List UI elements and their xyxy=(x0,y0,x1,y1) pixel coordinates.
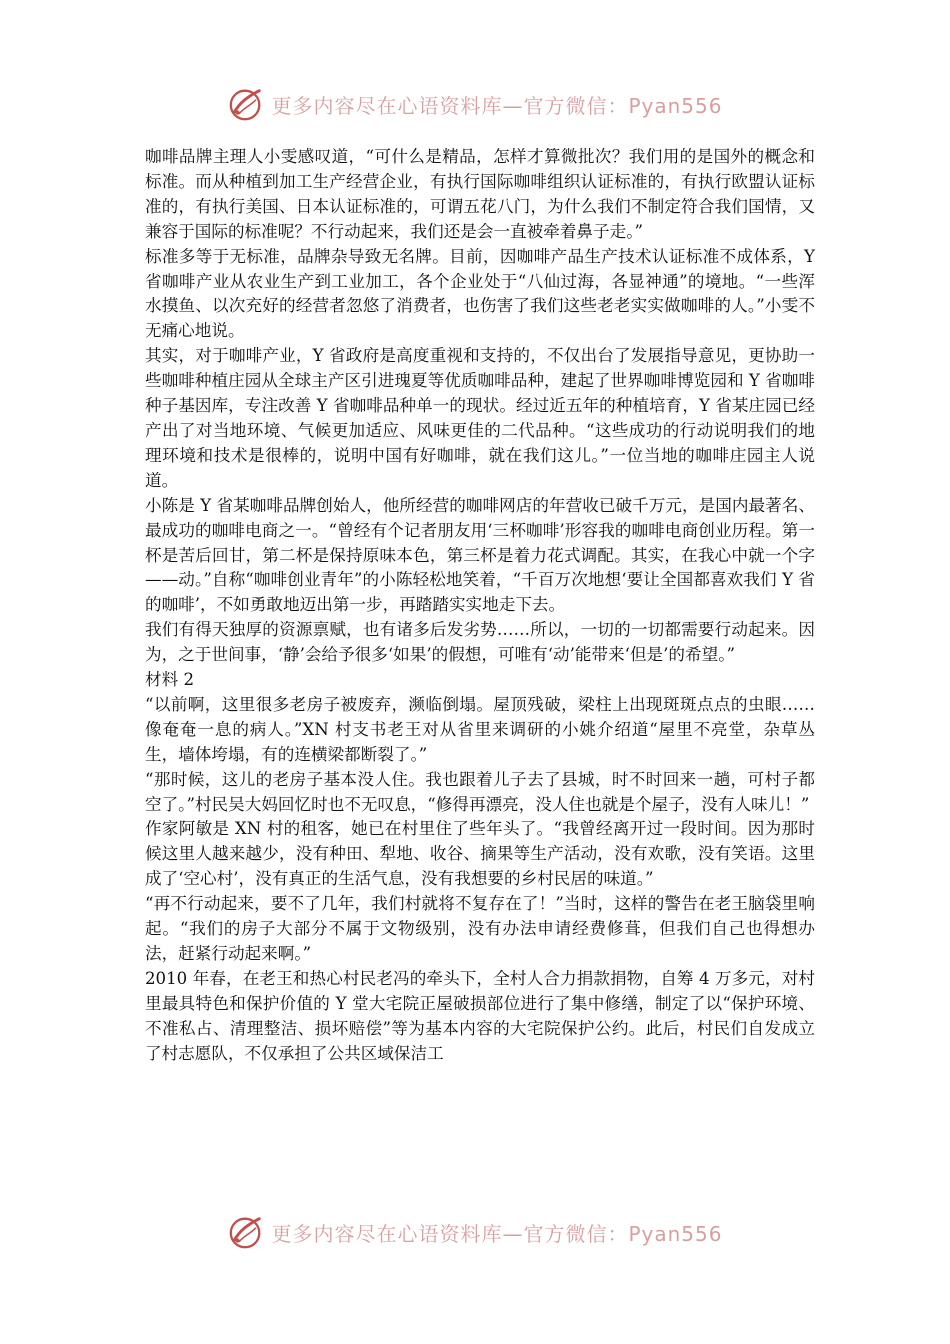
brush-logo-icon xyxy=(227,85,265,123)
paragraph: 我们有得天独厚的资源禀赋，也有诸多后发劣势……所以，一切的一切都需要行动起来。因为，之于世间事，‘静’会给予很多‘如果’的假想，可唯有‘动’能带来‘但是’的希望。” xyxy=(145,620,815,665)
footer-banner xyxy=(0,1212,950,1252)
paragraph: 标准多等于无标准，品牌杂导致无名牌。目前，因咖啡产品生产技术认证标准不成体系，Y 省咖啡产业从农业生产到工业加工，各个企业处于“八仙过海，各显神通”的境地。“一些浑水摸鱼、以次充好的经营者忽悠了消费者，也伤害了我们这些老老实实做咖啡的人。”小雯不无痛心地说。 xyxy=(145,246,815,341)
paragraph: 其实，对于咖啡产业，Y 省政府是高度重视和支持的，不仅出台了发展指导意见，更协助一些咖啡种植庄园从全球主产区引进瑰夏等优质咖啡品种，建起了世界咖啡博览园和 Y 省咖啡种子基因库，专注改善 Y 省咖啡品种单一的现状。经过近五年的种植培育，Y 省某庄园已经产出了对当地环境、气候更加适应、风味更佳的二代品种。“这些成功的行动说明我们的地理环境和技术是很棒的，说明中国有好咖啡，就在我们这儿。”一位当地的咖啡庄园主人说道。 xyxy=(145,346,815,490)
paragraph: “再不行动起来，要不了几年，我们村就将不复存在了！”当时，这样的警告在老王脑袋里响起。“我们的房子大部分不属于文物级别，没有办法申请经费修葺，但我们自己也得想办法，赶紧行动起来啊。” xyxy=(145,894,815,963)
header-banner xyxy=(0,84,950,124)
document-body xyxy=(145,145,815,1067)
paragraph: 2010 年春，在老王和热心村民老冯的牵头下，全村人合力捐款捐物，自筹 4 万多元，对村里最具特色和保护价值的 Y 堂大宅院正屋破损部位进行了集中修缮，制定了以“保护环境、不准私占、清理整洁、损坏赔偿”等为基本内容的大宅院保护公约。此后，村民们自发成立了村志愿队，不仅承担了公共区域保洁工 xyxy=(145,968,815,1063)
brush-logo-icon xyxy=(227,1213,265,1251)
paragraph: 作家阿敏是 XN 村的租客，她已在村里住了些年头了。“我曾经离开过一段时间。因为那时候这里人越来越少，没有种田、犁地、收谷、摘果等生产活动，没有欢歌，没有笑语。这里成了‘空心村’，没有真正的生活气息，没有我想要的乡村民居的味道。” xyxy=(145,819,815,889)
footer-banner-text: 更多内容尽在心语资料库—官方微信：Pyan556 xyxy=(271,1221,723,1246)
paragraph: “以前啊，这里很多老房子被废弃，濒临倒塌。屋顶残破，梁柱上出现斑斑点点的虫眼……像奄奄一息的病人。”XN 村支书老王对从省里来调研的小姚介绍道“屋里不亮堂，杂草丛生，墙体垮塌，有的连横梁都断裂了。” xyxy=(145,694,815,764)
paragraph: 咖啡品牌主理人小雯感叹道，“可什么是精品，怎样才算微批次？我们用的是国外的概念和标准。而从种植到加工生产经营企业，有执行国际咖啡组织认证标准的，有执行欧盟认证标准的，有执行美国、日本认证标准的，可谓五花八门，为什么我们不制定符合我们国情，又兼容于国际的标准呢？不行动起来，我们还是会一直被牵着鼻子走。” xyxy=(145,147,815,241)
paragraph: 小陈是 Y 省某咖啡品牌创始人，他所经营的咖啡网店的年营收已破千万元，是国内最著名、最成功的咖啡电商之一。“曾经有个记者朋友用‘三杯咖啡’形容我的咖啡电商创业历程。第一杯是苦后回甘，第二杯是保持原味本色，第三杯是着力花式调配。其实，在我心中就一个字——动。”自称“咖啡创业青年”的小陈轻松地笑着，“千百万次地想‘要让全国都喜欢我们 Y 省的咖啡’，不如勇敢地迈出第一步，再踏踏实实地走下去。 xyxy=(145,495,815,615)
header-banner-text: 更多内容尽在心语资料库—官方微信：Pyan556 xyxy=(271,93,723,118)
section-heading: 材料 2 xyxy=(145,670,195,690)
paragraph: “那时候，这儿的老房子基本没人住。我也跟着儿子去了县城，时不时回来一趟，可村子都空了。”村民吴大妈回忆时也不无叹息，“修得再漂亮，没人住也就是个屋子，没有人味儿！” xyxy=(145,769,815,814)
